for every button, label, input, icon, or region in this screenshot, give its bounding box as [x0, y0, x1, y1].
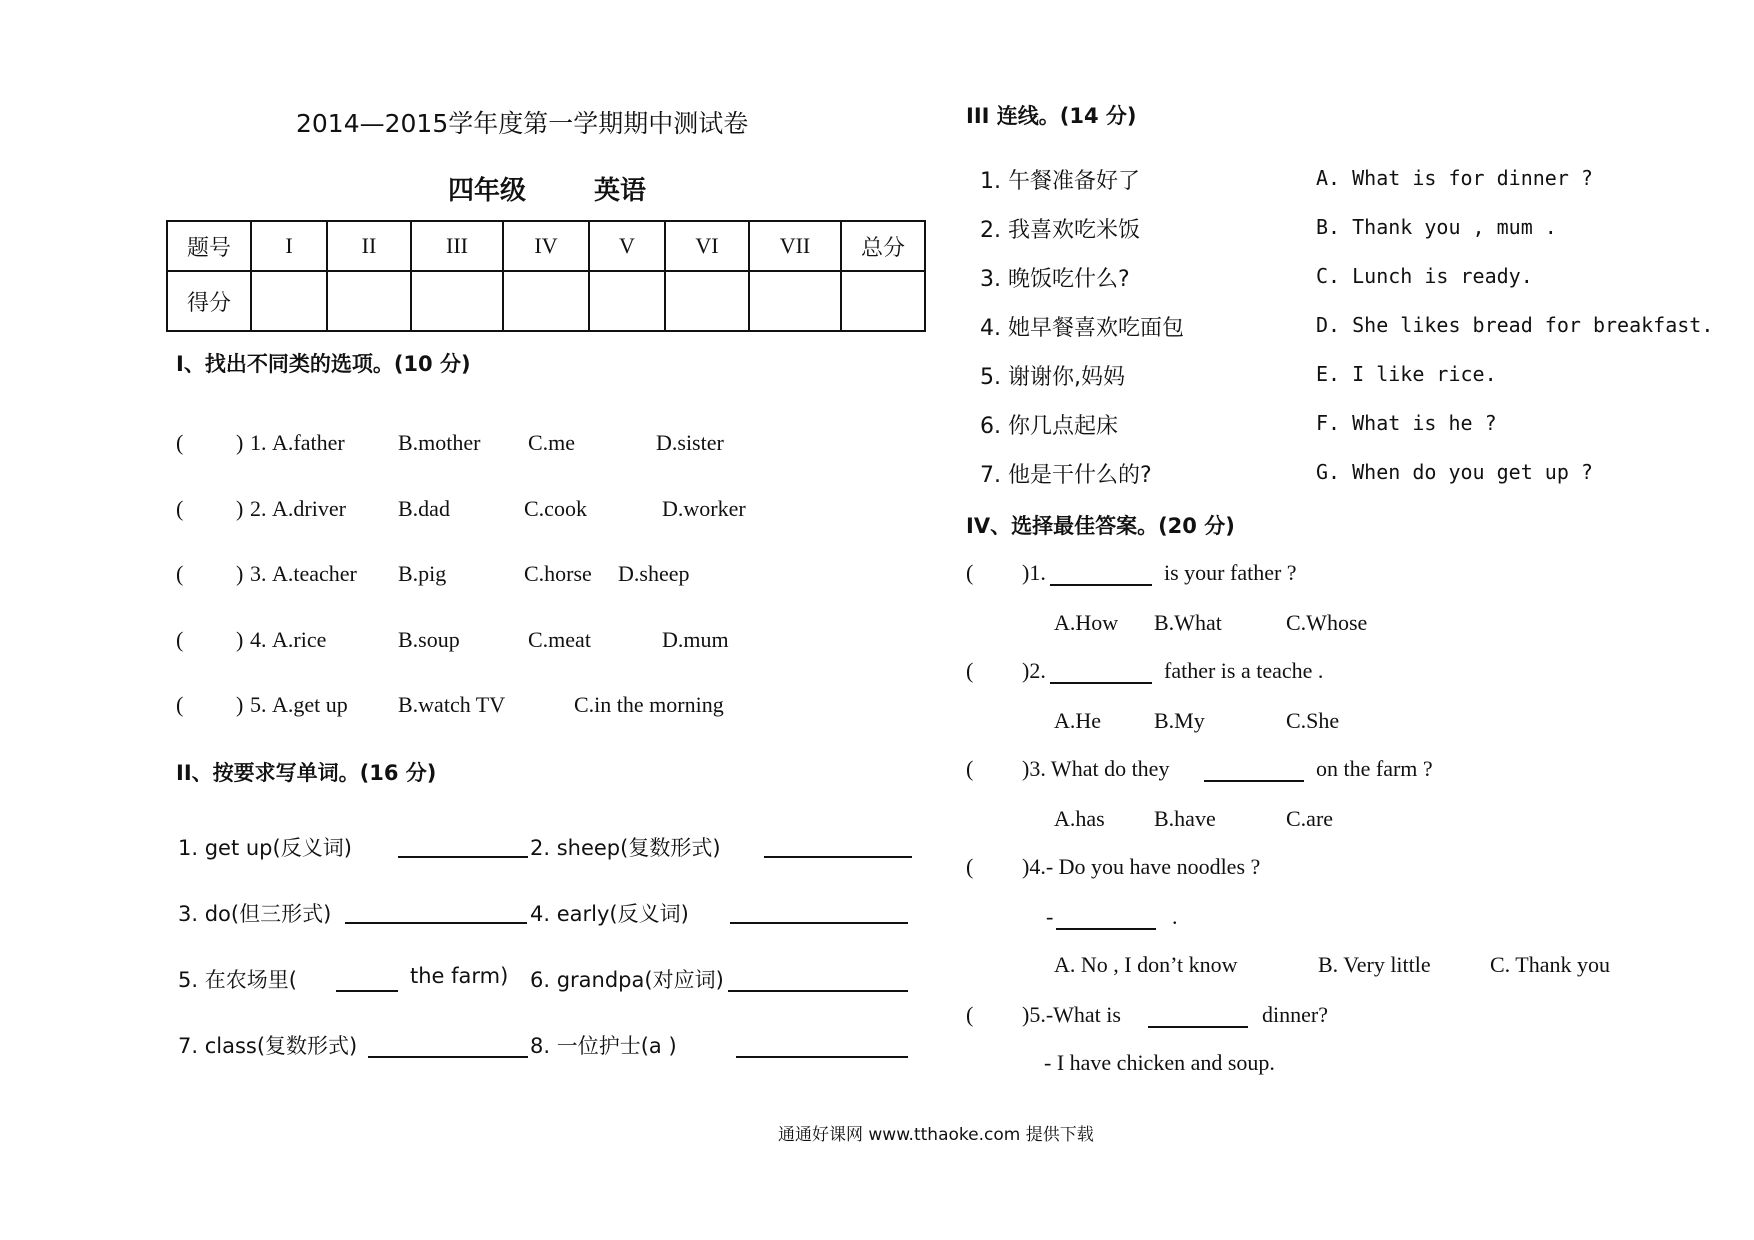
option-d[interactable]: D.sheep [618, 561, 690, 586]
option-b[interactable]: B.pig [398, 561, 447, 586]
answer-blank[interactable] [764, 838, 912, 858]
answer-blank[interactable] [368, 1038, 528, 1058]
paren: ( [966, 560, 974, 585]
score-header: II [327, 221, 411, 271]
q5-num: )5.-What is [1022, 1002, 1121, 1027]
answer-blank[interactable] [1056, 910, 1156, 930]
answer-blank[interactable] [1050, 664, 1152, 684]
question-number: 2. [250, 496, 267, 521]
q1-option-b[interactable]: B.What [1154, 610, 1222, 635]
score-cell[interactable] [841, 271, 925, 331]
q1-text: is your father ? [1164, 560, 1297, 585]
match-right-item[interactable]: C. Lunch is ready. [1316, 264, 1533, 288]
answer-paren: ( [176, 496, 184, 521]
question-number: 3. [250, 561, 267, 586]
match-left-item[interactable]: 3. 晚饭吃什么? [980, 267, 1130, 292]
answer-blank[interactable] [336, 972, 398, 992]
q2-option-b[interactable]: B.My [1154, 708, 1205, 733]
match-right-item[interactable]: B. Thank you , mum . [1316, 215, 1557, 239]
score-cell[interactable] [327, 271, 411, 331]
option-c[interactable]: C.me [528, 430, 576, 455]
q2-option-a[interactable]: A.He [1054, 708, 1102, 733]
match-left-item[interactable]: 1. 午餐准备好了 [980, 169, 1140, 194]
answer-paren: ( [176, 692, 184, 717]
answer-blank[interactable] [730, 904, 908, 924]
option-c[interactable]: C.cook [524, 496, 587, 521]
footer-note: 通通好课网 www.tthaoke.com 提供下载 [778, 1125, 1094, 1145]
q5-reply: - I have chicken and soup. [1044, 1050, 1275, 1075]
option-c[interactable]: C.meat [528, 627, 591, 652]
option-a[interactable]: A.teacher [272, 561, 357, 586]
q4-num: )4.- Do you have noodles ? [1022, 854, 1261, 879]
score-table-score-row [167, 271, 925, 331]
option-d[interactable]: D.mum [662, 627, 729, 652]
option-d[interactable]: D.sister [656, 430, 724, 455]
match-left-item[interactable]: 2. 我喜欢吃米饭 [980, 218, 1140, 243]
q4-option-c[interactable]: C. Thank you [1490, 952, 1610, 977]
q2-option-c[interactable]: C.She [1286, 708, 1340, 733]
q4-dot: . [1172, 904, 1178, 929]
s2-item-5: 5. 在农场里( [178, 968, 297, 992]
q1-option-c[interactable]: C.Whose [1286, 610, 1368, 635]
answer-blank[interactable] [1204, 762, 1304, 782]
match-left-item[interactable]: 6. 你几点起床 [980, 414, 1118, 439]
score-header: 总分 [841, 221, 925, 271]
s2-item-4: 4. early(反义词) [530, 902, 689, 926]
q1-num: )1. [1022, 560, 1046, 585]
score-cell[interactable] [665, 271, 749, 331]
answer-paren: ( [176, 430, 184, 455]
answer-paren: ) [236, 496, 244, 521]
paren: ( [966, 756, 974, 781]
score-header: V [589, 221, 665, 271]
match-left-item[interactable]: 4. 她早餐喜欢吃面包 [980, 316, 1184, 341]
answer-paren: ) [236, 430, 244, 455]
option-c[interactable]: C.in the morning [574, 692, 724, 717]
score-header: IV [503, 221, 589, 271]
match-right-item[interactable]: D. She likes bread for breakfast. [1316, 313, 1714, 337]
score-cell[interactable] [503, 271, 589, 331]
grade-label: 四年级 [448, 176, 527, 206]
q5-text: dinner? [1262, 1002, 1328, 1027]
q2-num: )2. [1022, 658, 1046, 683]
option-a[interactable]: A.father [272, 430, 345, 455]
section2-heading: II、按要求写单词。(16 分) [176, 761, 437, 785]
q2-text: father is a teache . [1164, 658, 1324, 683]
score-row-label: 得分 [167, 271, 251, 331]
s2-item-2: 2. sheep(复数形式) [530, 836, 721, 860]
section3-heading: III 连线。(14 分) [966, 104, 1137, 128]
option-a[interactable]: A.rice [272, 627, 327, 652]
answer-blank[interactable] [1050, 566, 1152, 586]
match-left-item[interactable]: 5. 谢谢你,妈妈 [980, 365, 1125, 390]
option-c[interactable]: C.horse [524, 561, 592, 586]
option-b[interactable]: B.dad [398, 496, 450, 521]
paren: ( [966, 854, 974, 879]
score-table-header-row [167, 221, 925, 271]
s2-item-8: 8. 一位护士(a ) [530, 1034, 677, 1058]
score-header: III [411, 221, 503, 271]
option-b[interactable]: B.soup [398, 627, 460, 652]
answer-paren: ( [176, 561, 184, 586]
q4-option-b[interactable]: B. Very little [1318, 952, 1431, 977]
s2-item-1: 1. get up(反义词) [178, 836, 352, 860]
match-left-item[interactable]: 7. 他是干什么的? [980, 463, 1152, 488]
s2-item-3: 3. do(但三形式) [178, 902, 332, 926]
option-b[interactable]: B.watch TV [398, 692, 506, 717]
answer-paren: ( [176, 627, 184, 652]
q3-text: on the farm ? [1316, 756, 1433, 781]
answer-blank[interactable] [345, 904, 527, 924]
section1-heading: I、找出不同类的选项。(10 分) [176, 352, 471, 376]
match-right-item[interactable]: G. When do you get up ? [1316, 460, 1593, 484]
score-cell[interactable] [589, 271, 665, 331]
answer-blank[interactable] [1148, 1008, 1248, 1028]
answer-paren: ) [236, 692, 244, 717]
paren: ( [966, 658, 974, 683]
option-b[interactable]: B.mother [398, 430, 481, 455]
option-d[interactable]: D.worker [662, 496, 746, 521]
q4-dash: - [1046, 904, 1054, 929]
match-right-item[interactable]: A. What is for dinner ? [1316, 166, 1593, 190]
subject-label: 英语 [594, 176, 647, 206]
question-number: 1. [250, 430, 267, 455]
answer-paren: ) [236, 627, 244, 652]
match-right-item[interactable]: E. I like rice. [1316, 362, 1497, 386]
q4-option-a[interactable]: A. No , I don’t know [1054, 952, 1238, 977]
s2-item-6: 6. grandpa(对应词) [530, 968, 724, 992]
answer-paren: ) [236, 561, 244, 586]
score-header: 题号 [167, 221, 251, 271]
q3-option-a[interactable]: A.has [1054, 806, 1105, 831]
section4-heading: IV、选择最佳答案。(20 分) [966, 514, 1235, 538]
score-header: I [251, 221, 327, 271]
s2-item-7: 7. class(复数形式) [178, 1034, 358, 1058]
match-right-item[interactable]: F. What is he ? [1316, 411, 1497, 435]
q3-num: )3. What do they [1022, 756, 1170, 781]
score-header: VII [749, 221, 841, 271]
answer-blank[interactable] [398, 838, 528, 858]
option-a[interactable]: A.driver [272, 496, 346, 521]
q3-option-b[interactable]: B.have [1154, 806, 1216, 831]
s2-item-5-tail: the farm) [410, 964, 509, 988]
score-cell[interactable] [411, 271, 503, 331]
paren: ( [966, 1002, 974, 1027]
option-a[interactable]: A.get up [272, 692, 348, 717]
question-number: 5. [250, 692, 267, 717]
answer-blank[interactable] [736, 1038, 908, 1058]
answer-blank[interactable] [728, 972, 908, 992]
score-cell[interactable] [251, 271, 327, 331]
page-title: 2014—2015学年度第一学期期中测试卷 [296, 109, 749, 138]
q3-option-c[interactable]: C.are [1286, 806, 1334, 831]
score-header: VI [665, 221, 749, 271]
question-number: 4. [250, 627, 267, 652]
q1-option-a[interactable]: A.How [1054, 610, 1119, 635]
score-cell[interactable] [749, 271, 841, 331]
score-table [166, 220, 926, 332]
